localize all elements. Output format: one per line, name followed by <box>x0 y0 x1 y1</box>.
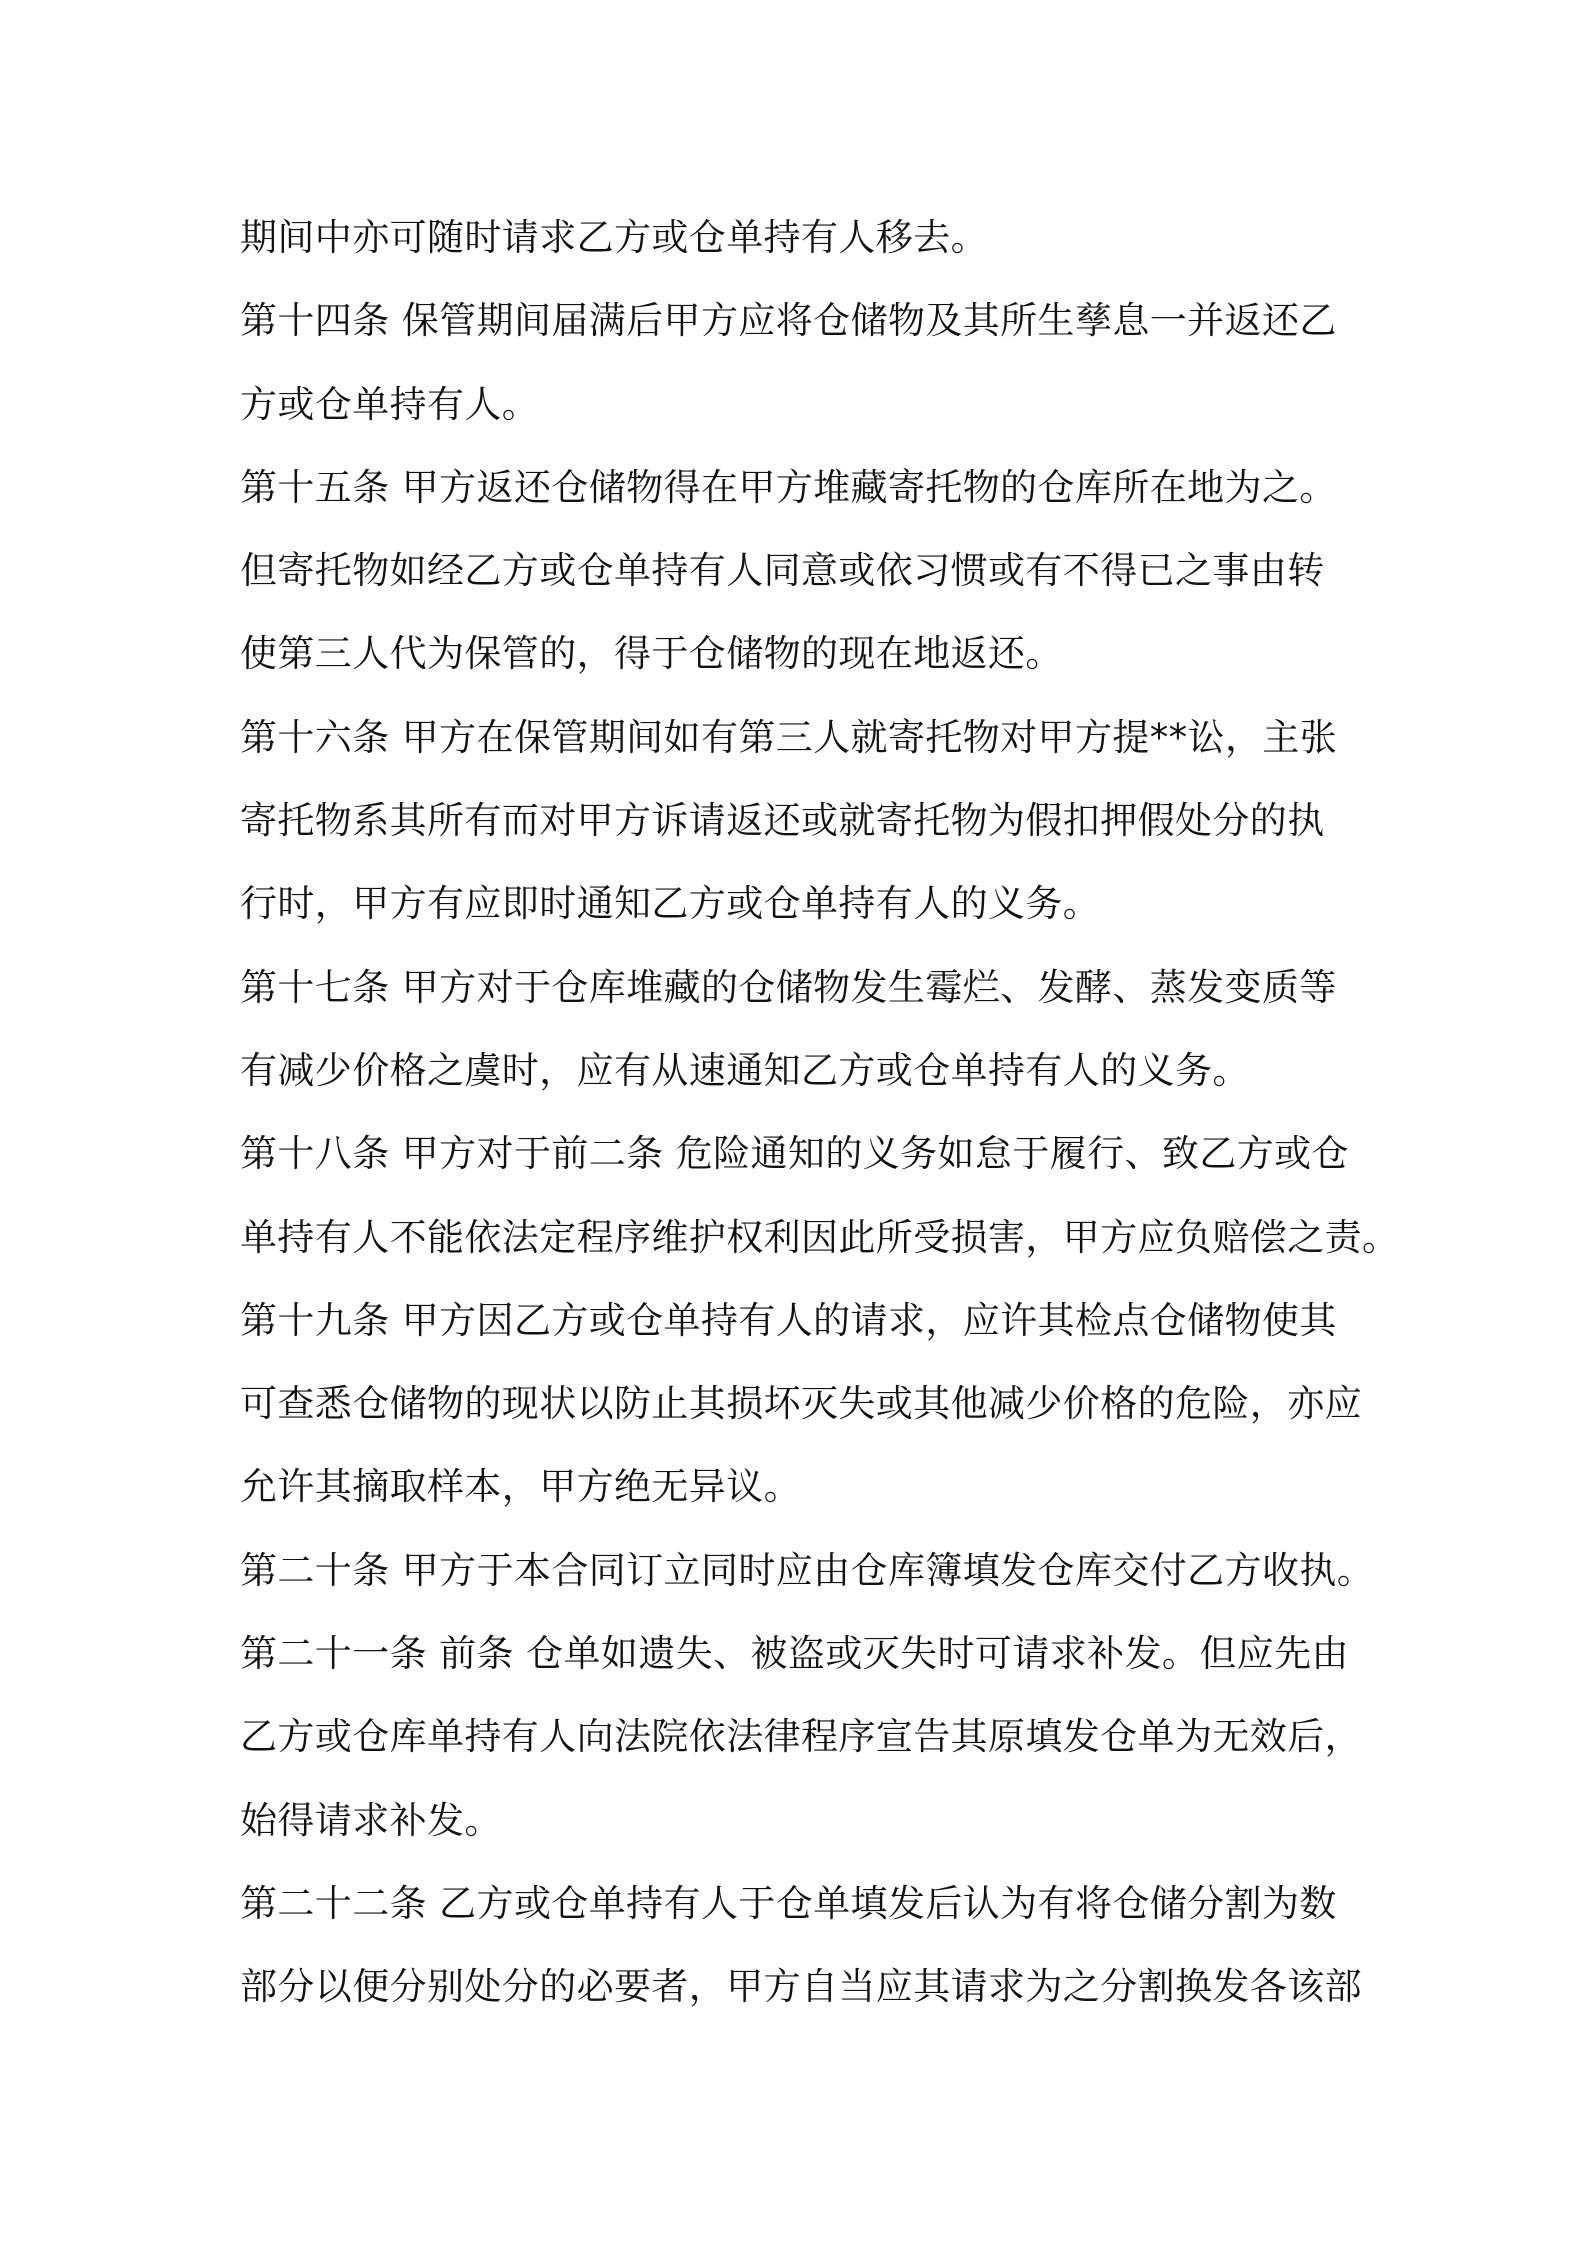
text-line: 可查悉仓储物的现状以防止其损坏灭失或其他减少价格的危险，亦应 <box>240 1382 1362 1426</box>
text-line: 有减少价格之虞时，应有从速通知乙方或仓单持有人的义务。 <box>240 1048 1250 1092</box>
text-line: 使第三人代为保管的，得于仓储物的现在地返还。 <box>240 632 1063 676</box>
text-line: 寄托物系其所有而对甲方诉请返还或就寄托物为假扣押假处分的执 <box>240 799 1325 843</box>
text-line: 第二十二条 乙方或仓单持有人于仓单填发后认为有将仓储分割为数 <box>240 1881 1337 1925</box>
text-line: 期间中亦可随时请求乙方或仓单持有人移去。 <box>240 216 988 259</box>
text-line: 但寄托物如经乙方或仓单持有人同意或依习惯或有不得已之事由转 <box>240 549 1325 593</box>
text-line: 第十四条 保管期间届满后甲方应将仓储物及其所生孳息一并返还乙 <box>240 299 1337 343</box>
text-line: 第十六条 甲方在保管期间如有第三人就寄托物对甲方提**讼，主张 <box>240 715 1338 759</box>
document-body <box>240 196 1400 2029</box>
text-line: 第十七条 甲方对于仓库堆藏的仓储物发生霉烂、发酵、蒸发变质等 <box>240 965 1337 1009</box>
text-line: 第十五条 甲方返还仓储物得在甲方堆藏寄托物的仓库所在地为之。 <box>240 465 1337 509</box>
text-line: 单持有人不能依法定程序维护权利因此所受损害，甲方应负赔偿之责。 <box>240 1215 1400 1259</box>
text-line: 第十九条 甲方因乙方或仓单持有人的请求，应许其检点仓储物使其 <box>240 1298 1337 1342</box>
text-line: 允许其摘取样本，甲方绝无异议。 <box>240 1465 801 1509</box>
text-line: 第二十条 甲方于本合同订立同时应由仓库簿填发仓库交付乙方收执。 <box>240 1548 1375 1592</box>
text-line: 乙方或仓库单持有人向法院依法律程序宣告其原填发仓单为无效后， <box>240 1715 1362 1759</box>
text-line: 行时，甲方有应即时通知乙方或仓单持有人的义务。 <box>240 882 1101 926</box>
text-line: 方或仓单持有人。 <box>240 382 540 426</box>
text-line: 始得请求补发。 <box>240 1798 502 1842</box>
text-line: 第二十一条 前条 仓单如遗失、被盗或灭失时可请求补发。但应先由 <box>240 1632 1349 1676</box>
text-line: 第十八条 甲方对于前二条 危险通知的义务如怠于履行、致乙方或仓 <box>240 1132 1349 1176</box>
text-line: 部分以便分别处分的必要者，甲方自当应其请求为之分割换发各该部 <box>240 1965 1362 2009</box>
